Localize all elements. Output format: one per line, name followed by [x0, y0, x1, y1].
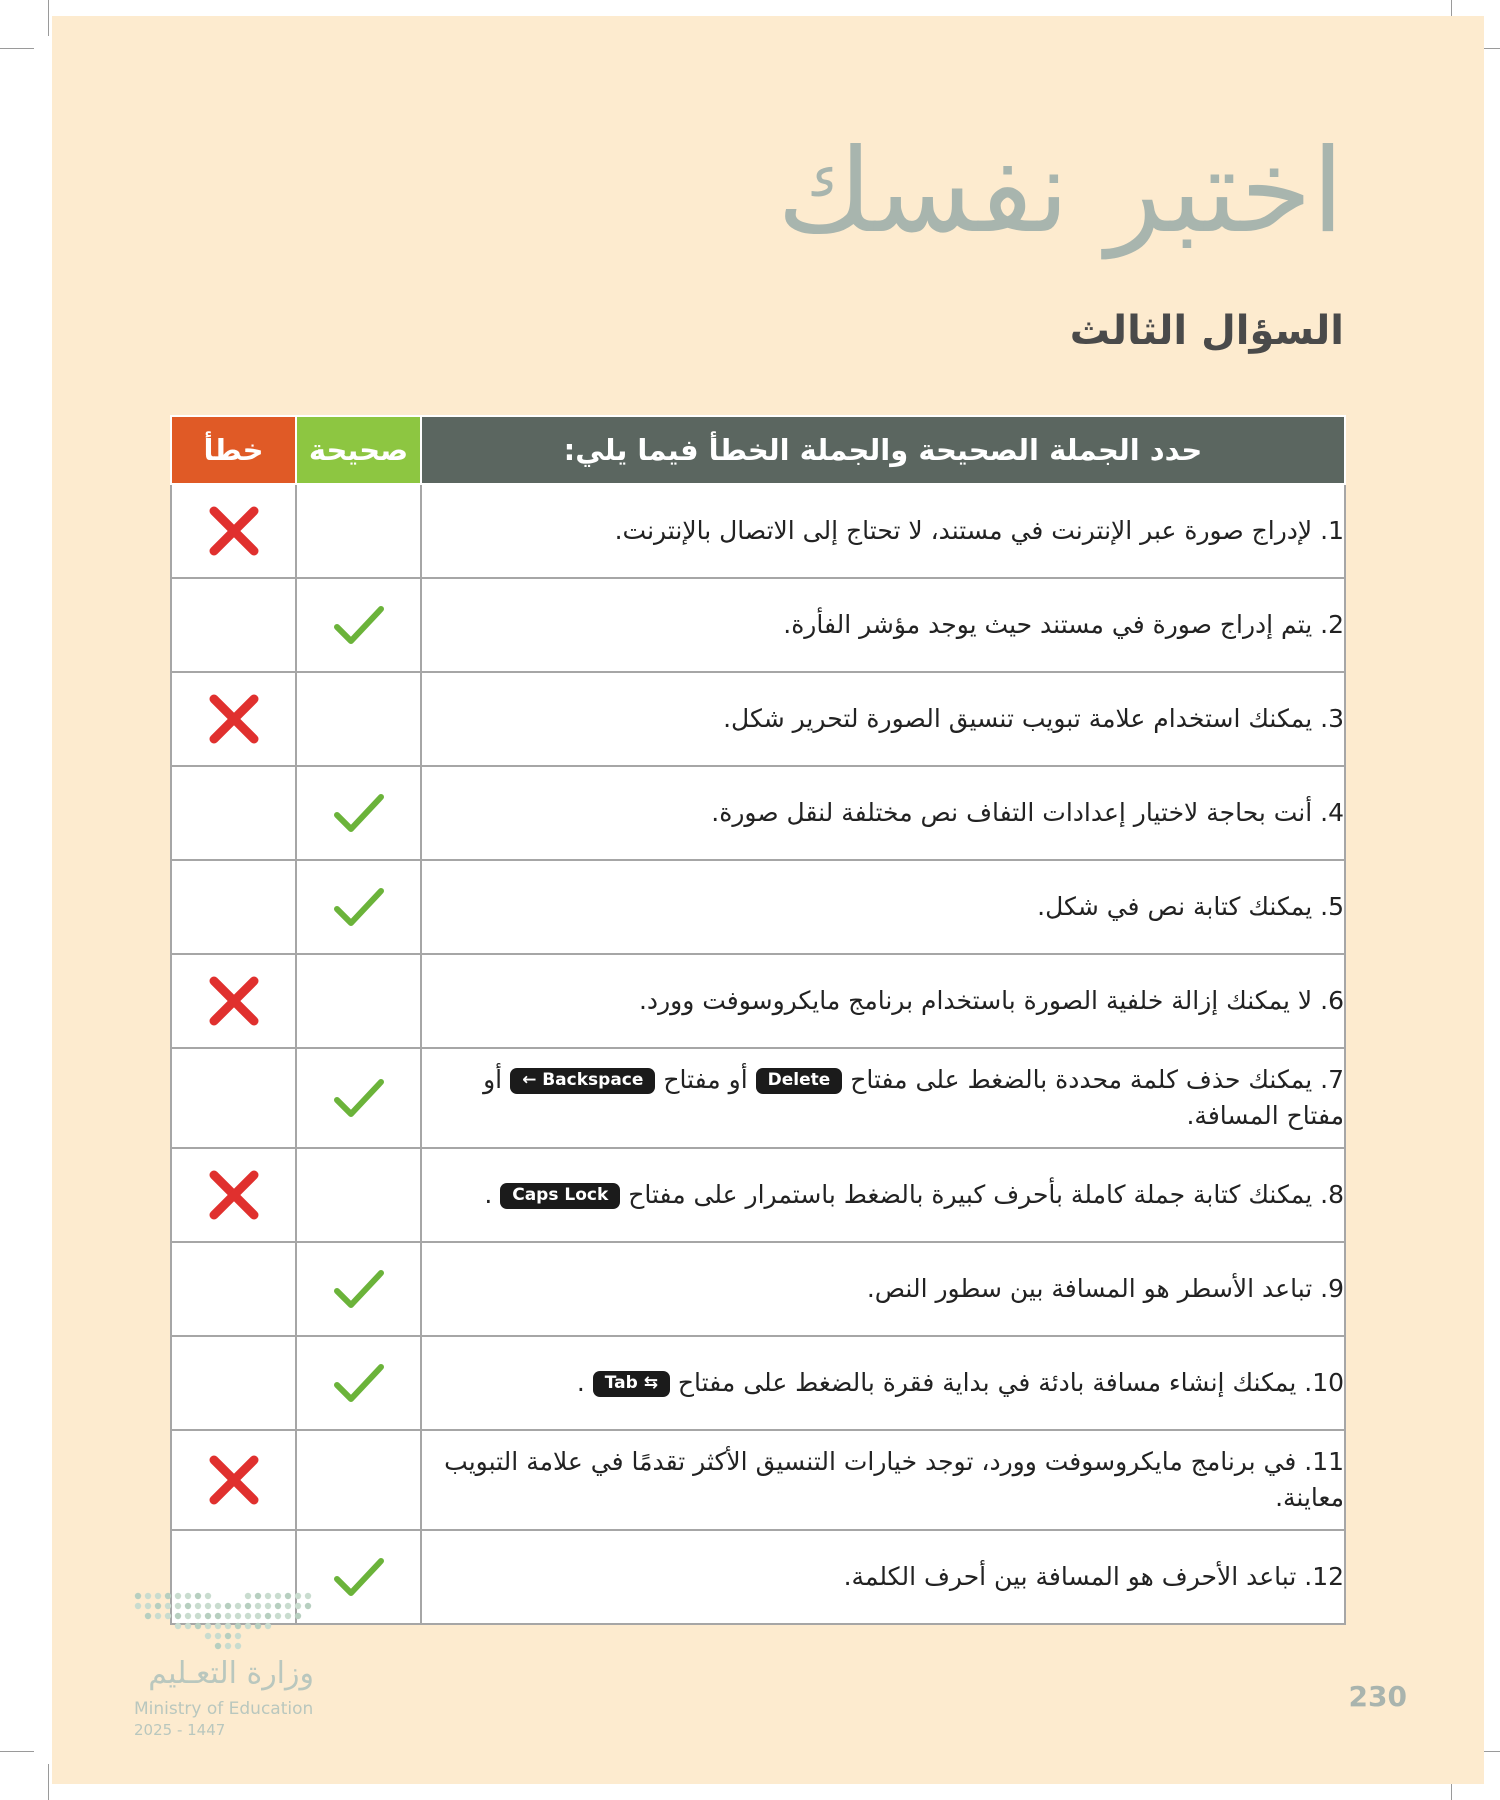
logo-dot [255, 1603, 261, 1609]
table-row [171, 860, 1345, 954]
logo-dot [275, 1603, 281, 1609]
logo-dot [265, 1603, 271, 1609]
logo-dot [185, 1613, 191, 1619]
logo-dot [155, 1603, 161, 1609]
check-icon [333, 791, 385, 835]
logo-dot [145, 1603, 151, 1609]
logo-dot [275, 1613, 281, 1619]
logo-dot [205, 1593, 211, 1599]
logo-dot [165, 1613, 171, 1619]
table-row [171, 1336, 1345, 1430]
logo-dot [245, 1603, 251, 1609]
logo-dot [225, 1613, 231, 1619]
logo-dot [295, 1603, 301, 1609]
cross-icon [208, 693, 260, 745]
logo-dot [155, 1613, 161, 1619]
question-cell: 5. يمكنك كتابة نص في شكل. [421, 860, 1345, 954]
page-number: 230 [1348, 1680, 1407, 1713]
false-answer-cell [171, 1048, 296, 1148]
false-answer-cell [171, 954, 296, 1048]
question-cell: 3. يمكنك استخدام علامة تبويب تنسيق الصورة لتحرير شكل. [421, 672, 1345, 766]
table-row [171, 954, 1345, 1048]
table-row [171, 1242, 1345, 1336]
true-answer-cell [296, 1148, 421, 1242]
logo-dot [165, 1603, 171, 1609]
logo-dot [185, 1623, 191, 1629]
crop-mark [48, 1764, 49, 1800]
true-column-header: صحيحة [296, 416, 421, 484]
check-icon [333, 1361, 385, 1405]
true-answer-cell [296, 1048, 421, 1148]
logo-dot [215, 1643, 221, 1649]
logo-dot [255, 1623, 261, 1629]
question-text-part: 8. يمكنك كتابة جملة كاملة بأحرف كبيرة بالضغط باستمرار على مفتاح [628, 1179, 1344, 1209]
crop-mark [0, 1751, 34, 1752]
logo-dot [235, 1603, 241, 1609]
true-answer-cell [296, 578, 421, 672]
false-answer-cell [171, 578, 296, 672]
table-header-row [171, 416, 1345, 484]
logo-dot [205, 1603, 211, 1609]
true-answer-cell [296, 766, 421, 860]
logo-dot [225, 1633, 231, 1639]
cross-icon [208, 505, 260, 557]
table-row [171, 1048, 1345, 1148]
logo-dot [265, 1623, 271, 1629]
true-answer-cell [296, 1242, 421, 1336]
logo-dot [205, 1613, 211, 1619]
logo-dot [205, 1633, 211, 1639]
logo-dot [285, 1593, 291, 1599]
ministry-name-english: Ministry of Education [134, 1699, 314, 1719]
logo-dot [145, 1613, 151, 1619]
logo-dot [175, 1603, 181, 1609]
logo-dot [135, 1593, 141, 1599]
table-row [171, 1148, 1345, 1242]
table-body [171, 484, 1345, 1624]
page-title: اختبر نفسك [776, 124, 1344, 259]
crop-mark [0, 48, 34, 49]
logo-dot [245, 1613, 251, 1619]
question-cell: 2. يتم إدراج صورة في مستند حيث يوجد مؤشر الفأرة. [421, 578, 1345, 672]
logo-dot [225, 1643, 231, 1649]
question-cell: 9. تباعد الأسطر هو المسافة بين سطور النص. [421, 1242, 1345, 1336]
logo-dot [295, 1613, 301, 1619]
logo-dot [175, 1613, 181, 1619]
false-answer-cell [171, 1430, 296, 1530]
check-icon [333, 1555, 385, 1599]
true-answer-cell [296, 672, 421, 766]
true-answer-cell [296, 1336, 421, 1430]
logo-dot [305, 1593, 311, 1599]
logo-dot [275, 1593, 281, 1599]
question-text-part: أو مفتاح المسافة. [483, 1064, 1344, 1130]
question-text-part: 7. يمكنك حذف كلمة محددة بالضغط على مفتاح [850, 1064, 1344, 1094]
logo-dot [175, 1623, 181, 1629]
logo-dot [185, 1603, 191, 1609]
logo-dot [155, 1593, 161, 1599]
false-answer-cell [171, 860, 296, 954]
logo-dot [225, 1623, 231, 1629]
logo-dot [215, 1613, 221, 1619]
question-cell: 4. أنت بحاجة لاختيار إعدادات التفاف نص مختلفة لنقل صورة. [421, 766, 1345, 860]
check-icon [333, 1076, 385, 1120]
question-cell [421, 1048, 1345, 1148]
textbook-page [52, 16, 1484, 1784]
question-cell: 12. تباعد الأحرف هو المسافة بين أحرف الكلمة. [421, 1530, 1345, 1624]
question-text-part: 10. يمكنك إنشاء مسافة بادئة في بداية فقرة بالضغط على مفتاح [677, 1367, 1344, 1397]
question-heading: السؤال الثالث [1069, 308, 1344, 354]
instruction-header: حدد الجملة الصحيحة والجملة الخطأ فيما يلي: [421, 416, 1345, 484]
table-row [171, 1530, 1345, 1624]
false-answer-cell [171, 1148, 296, 1242]
logo-dot [285, 1613, 291, 1619]
logo-dot [175, 1593, 181, 1599]
true-answer-cell [296, 954, 421, 1048]
false-answer-cell [171, 1242, 296, 1336]
keyboard-key-badge: Delete [756, 1068, 843, 1094]
question-cell: 6. لا يمكنك إزالة خلفية الصورة باستخدام برنامج مايكروسوفت وورد. [421, 954, 1345, 1048]
logo-dot [215, 1603, 221, 1609]
keyboard-key-badge: Tab ⇆ [593, 1371, 670, 1397]
true-false-table [170, 415, 1346, 1625]
cross-icon [208, 1454, 260, 1506]
logo-dot [295, 1593, 301, 1599]
false-answer-cell [171, 766, 296, 860]
question-cell: 1. لإدراج صورة عبر الإنترنت في مستند، لا تحتاج إلى الاتصال بالإنترنت. [421, 484, 1345, 578]
logo-dot [245, 1623, 251, 1629]
logo-dot [165, 1593, 171, 1599]
question-text-part: أو مفتاح [663, 1064, 748, 1094]
cross-icon [208, 1169, 260, 1221]
logo-dot [195, 1593, 201, 1599]
logo-dot [145, 1593, 151, 1599]
logo-dot [235, 1613, 241, 1619]
question-text-part: . [576, 1367, 585, 1397]
true-answer-cell [296, 860, 421, 954]
logo-dot [285, 1603, 291, 1609]
true-answer-cell [296, 484, 421, 578]
logo-dot [305, 1603, 311, 1609]
question-cell: 11. في برنامج مايكروسوفت وورد، توجد خيارات التنسيق الأكثر تقدمًا في علامة التبويب معاينة. [421, 1430, 1345, 1530]
crop-mark [48, 0, 49, 36]
check-icon [333, 885, 385, 929]
table-row [171, 672, 1345, 766]
edition-year: 2025 - 1447 [134, 1721, 226, 1739]
logo-dot [245, 1593, 251, 1599]
question-cell [421, 1336, 1345, 1430]
question-text-part: . [484, 1179, 493, 1209]
logo-dot [265, 1613, 271, 1619]
logo-dot [265, 1593, 271, 1599]
logo-dot [185, 1593, 191, 1599]
logo-dot [135, 1603, 141, 1609]
table-row [171, 484, 1345, 578]
logo-dot [235, 1643, 241, 1649]
question-cell [421, 1148, 1345, 1242]
logo-dot [205, 1623, 211, 1629]
check-icon [333, 603, 385, 647]
false-answer-cell [171, 484, 296, 578]
true-answer-cell [296, 1430, 421, 1530]
logo-dot [195, 1603, 201, 1609]
logo-dot [195, 1623, 201, 1629]
logo-dot [195, 1613, 201, 1619]
cross-icon [208, 975, 260, 1027]
table-row [171, 578, 1345, 672]
logo-dot [255, 1613, 261, 1619]
logo-dot [235, 1623, 241, 1629]
false-answer-cell [171, 1336, 296, 1430]
keyboard-key-badge: ← Backspace [510, 1068, 655, 1094]
logo-dot [225, 1603, 231, 1609]
keyboard-key-badge: Caps Lock [500, 1183, 620, 1209]
logo-dot [255, 1593, 261, 1599]
table-row [171, 1430, 1345, 1530]
ministry-name-arabic: وزارة التعـليم [148, 1656, 314, 1691]
check-icon [333, 1267, 385, 1311]
logo-dot [235, 1633, 241, 1639]
table-row [171, 766, 1345, 860]
logo-dot [215, 1623, 221, 1629]
false-answer-cell [171, 672, 296, 766]
false-column-header: خطأ [171, 416, 296, 484]
logo-dot [215, 1633, 221, 1639]
